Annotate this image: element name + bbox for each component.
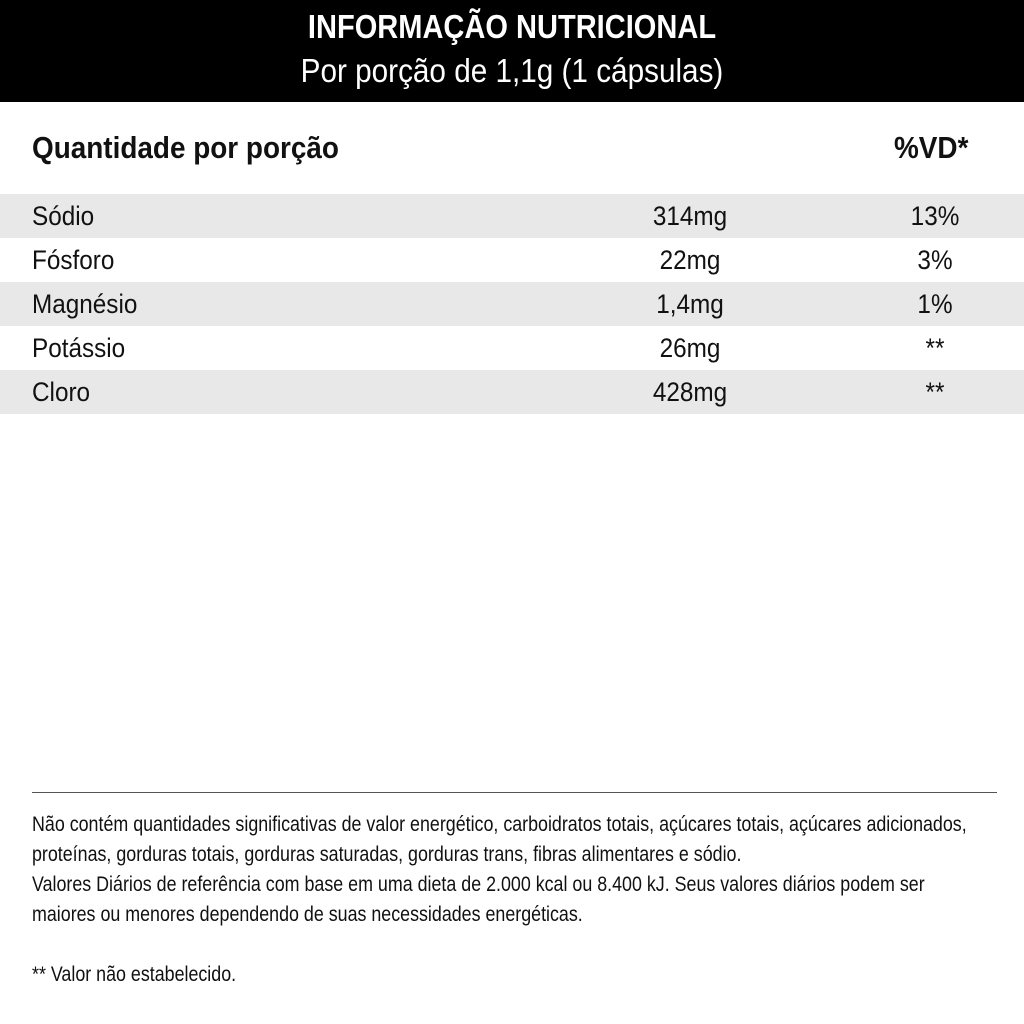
nutrient-amount: 314mg [652,201,728,231]
nutrient-name: Magnésio [32,289,138,319]
nutrient-table [0,194,1024,414]
nutrient-name: Fósforo [32,245,115,275]
nutrient-daily-value: 13% [910,201,960,231]
nutrient-daily-value: ** [925,377,945,407]
footnotes [32,810,967,990]
header-bar [0,0,1024,102]
nutrient-daily-value: 3% [917,245,953,275]
not-contains-note: Não contém quantidades significativas de valor energético, carboidratos totais, açúcares totais, açúcares adicionados, proteínas, gorduras totais, gorduras saturadas, gorduras trans, fibras alimentares e sódio. [32,813,967,866]
nutrient-amount: 428mg [652,377,728,407]
table-row [0,194,1024,238]
nutrient-name: Potássio [32,333,126,363]
not-established-note: ** Valor não estabelecido. [32,963,237,986]
daily-value-column-header: %VD* [894,130,969,165]
nutrient-name: Cloro [32,377,91,407]
nutrient-amount: 26mg [659,333,721,363]
nutrient-daily-value: 1% [917,289,953,319]
footnote-divider [32,792,997,793]
nutrient-amount: 22mg [659,245,721,275]
quantity-column-header: Quantidade por porção [32,130,339,165]
table-row [0,238,1024,282]
table-row [0,282,1024,326]
nutrient-amount: 1,4mg [656,289,724,319]
daily-values-note: Valores Diários de referência com base em uma dieta de 2.000 kcal ou 8.400 kJ. Seus valores diários podem ser maiores ou menores dependendo de suas necessidades energéticas. [32,873,925,926]
nutrient-daily-value: ** [925,333,945,363]
table-row [0,326,1024,370]
table-row [0,370,1024,414]
page-title: INFORMAÇÃO NUTRICIONAL [307,8,717,45]
nutrient-name: Sódio [32,201,95,231]
serving-size: Por porção de 1,1g (1 cápsulas) [300,52,724,89]
